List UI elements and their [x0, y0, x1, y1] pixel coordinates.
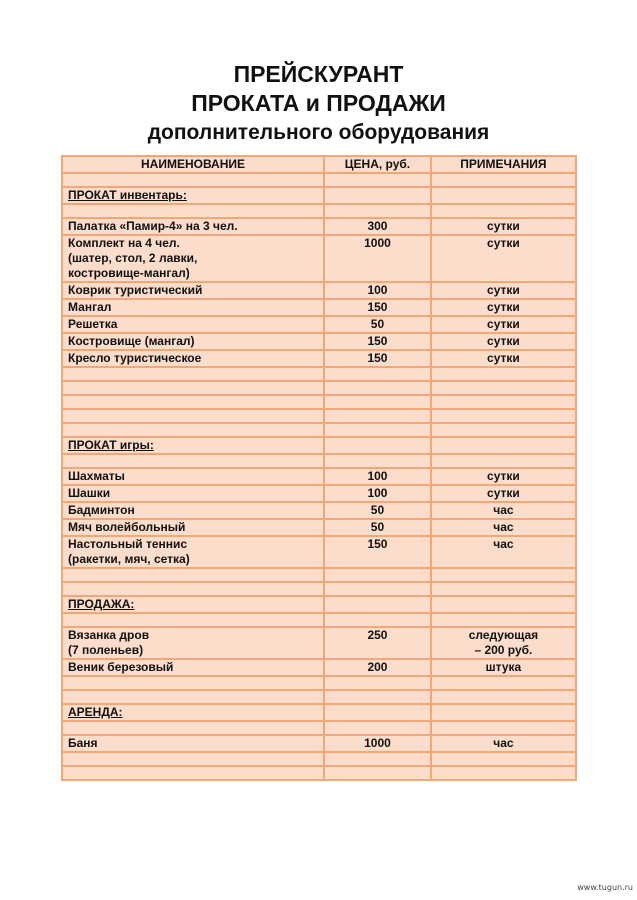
- cell-price: 150: [325, 334, 430, 349]
- cell-notes: [432, 424, 575, 436]
- cell-price: 250: [325, 628, 430, 658]
- cell-notes: [432, 583, 575, 595]
- table-row: [63, 334, 575, 349]
- table-row: [63, 705, 575, 720]
- cell-price: [325, 767, 430, 779]
- cell-name: ПРОДАЖА:: [63, 597, 323, 612]
- cell-name: [63, 368, 323, 380]
- cell-name: Мангал: [63, 300, 323, 315]
- cell-notes: [432, 705, 575, 720]
- cell-notes: [432, 569, 575, 581]
- cell-price: 100: [325, 486, 430, 501]
- cell-notes: [432, 368, 575, 380]
- cell-name: [63, 583, 323, 595]
- cell-name: [63, 753, 323, 765]
- cell-name: [63, 569, 323, 581]
- table-row: [63, 753, 575, 765]
- cell-name: [63, 722, 323, 734]
- table-row: [63, 205, 575, 217]
- cell-price: [325, 410, 430, 422]
- table-row: [63, 691, 575, 703]
- cell-price: 1000: [325, 736, 430, 751]
- table-row: [63, 438, 575, 453]
- cell-price: [325, 438, 430, 453]
- cell-notes: [432, 455, 575, 467]
- cell-price: [325, 569, 430, 581]
- cell-notes: [432, 677, 575, 689]
- table-row: [63, 583, 575, 595]
- cell-name: Шашки: [63, 486, 323, 501]
- watermark: www.tugun.ru: [577, 883, 633, 892]
- cell-name: [63, 424, 323, 436]
- table-row: [63, 660, 575, 675]
- cell-notes: [432, 691, 575, 703]
- cell-name: [63, 174, 323, 186]
- cell-price: 150: [325, 351, 430, 366]
- cell-name: Комплект на 4 чел. (шатер, стол, 2 лавки, костровище-мангал): [63, 236, 323, 281]
- table-row: [63, 317, 575, 332]
- cell-price: [325, 722, 430, 734]
- cell-notes: [432, 396, 575, 408]
- cell-name: [63, 205, 323, 217]
- table-row: [63, 767, 575, 779]
- cell-price: [325, 382, 430, 394]
- cell-notes: следующая – 200 руб.: [432, 628, 575, 658]
- cell-price: [325, 597, 430, 612]
- price-table-body: [63, 157, 575, 779]
- table-row: [63, 455, 575, 467]
- cell-notes: [432, 722, 575, 734]
- table-row: [63, 424, 575, 436]
- cell-notes: [432, 438, 575, 453]
- cell-price: [325, 396, 430, 408]
- cell-price: [325, 691, 430, 703]
- cell-price: 50: [325, 520, 430, 535]
- cell-notes: сутки: [432, 317, 575, 332]
- cell-price: 50: [325, 503, 430, 518]
- cell-price: 100: [325, 283, 430, 298]
- table-row: [63, 469, 575, 484]
- table-row: [63, 396, 575, 408]
- cell-price: 1000: [325, 236, 430, 281]
- cell-name: Шахматы: [63, 469, 323, 484]
- cell-name: Веник березовый: [63, 660, 323, 675]
- header-name: НАИМЕНОВАНИЕ: [63, 157, 323, 172]
- cell-name: ПРОКАТ инвентарь:: [63, 188, 323, 203]
- table-row: [63, 382, 575, 394]
- cell-price: [325, 368, 430, 380]
- title-line-2: ПРОКАТА и ПРОДАЖИ: [191, 90, 446, 116]
- cell-notes: [432, 597, 575, 612]
- table-row: [63, 503, 575, 518]
- cell-price: [325, 424, 430, 436]
- cell-name: Палатка «Памир-4» на 3 чел.: [63, 219, 323, 234]
- header-notes: ПРИМЕЧАНИЯ: [432, 157, 575, 172]
- cell-name: Баня: [63, 736, 323, 751]
- table-row: [63, 736, 575, 751]
- cell-price: 50: [325, 317, 430, 332]
- cell-name: Коврик туристический: [63, 283, 323, 298]
- cell-price: [325, 677, 430, 689]
- cell-name: [63, 767, 323, 779]
- cell-name: Бадминтон: [63, 503, 323, 518]
- table-row: [63, 677, 575, 689]
- cell-notes: [432, 174, 575, 186]
- table-row: [63, 410, 575, 422]
- cell-price: 100: [325, 469, 430, 484]
- table-row: [63, 368, 575, 380]
- cell-name: Кресло туристическое: [63, 351, 323, 366]
- cell-name: [63, 614, 323, 626]
- cell-notes: сутки: [432, 486, 575, 501]
- cell-notes: штука: [432, 660, 575, 675]
- cell-name: Настольный теннис (ракетки, мяч, сетка): [63, 537, 323, 567]
- cell-notes: [432, 410, 575, 422]
- cell-name: Вязанка дров (7 поленьев): [63, 628, 323, 658]
- cell-notes: [432, 205, 575, 217]
- cell-notes: час: [432, 537, 575, 567]
- table-header-row: [63, 157, 575, 172]
- cell-notes: [432, 753, 575, 765]
- cell-name: [63, 677, 323, 689]
- table-row: [63, 188, 575, 203]
- table-row: [63, 174, 575, 186]
- cell-price: 150: [325, 300, 430, 315]
- cell-notes: час: [432, 503, 575, 518]
- cell-notes: сутки: [432, 334, 575, 349]
- cell-price: [325, 583, 430, 595]
- table-row: [63, 219, 575, 234]
- table-row: [63, 614, 575, 626]
- table-row: [63, 628, 575, 658]
- table-row: [63, 569, 575, 581]
- cell-notes: сутки: [432, 300, 575, 315]
- cell-name: [63, 396, 323, 408]
- cell-notes: час: [432, 520, 575, 535]
- title-line-3: дополнительного оборудования: [147, 121, 490, 144]
- header-price: ЦЕНА, руб.: [325, 157, 430, 172]
- cell-name: ПРОКАТ игры:: [63, 438, 323, 453]
- cell-notes: [432, 614, 575, 626]
- cell-notes: [432, 188, 575, 203]
- cell-notes: час: [432, 736, 575, 751]
- document-title: [0, 60, 637, 147]
- cell-price: [325, 705, 430, 720]
- cell-price: 300: [325, 219, 430, 234]
- table-row: [63, 283, 575, 298]
- cell-name: Решетка: [63, 317, 323, 332]
- table-row: [63, 486, 575, 501]
- cell-name: Мяч волейбольный: [63, 520, 323, 535]
- cell-name: [63, 410, 323, 422]
- cell-price: [325, 174, 430, 186]
- cell-notes: сутки: [432, 236, 575, 281]
- table-row: [63, 300, 575, 315]
- cell-price: [325, 614, 430, 626]
- table-row: [63, 520, 575, 535]
- cell-notes: [432, 767, 575, 779]
- table-row: [63, 597, 575, 612]
- title-line-1: ПРЕЙСКУРАНТ: [233, 61, 404, 87]
- cell-price: [325, 753, 430, 765]
- table-row: [63, 236, 575, 281]
- cell-price: [325, 188, 430, 203]
- cell-price: [325, 205, 430, 217]
- cell-notes: сутки: [432, 283, 575, 298]
- table-row: [63, 722, 575, 734]
- cell-name: [63, 382, 323, 394]
- cell-price: [325, 455, 430, 467]
- price-table: [61, 155, 577, 781]
- cell-name: [63, 455, 323, 467]
- table-row: [63, 537, 575, 567]
- cell-name: АРЕНДА:: [63, 705, 323, 720]
- cell-price: 200: [325, 660, 430, 675]
- cell-name: [63, 691, 323, 703]
- cell-notes: сутки: [432, 219, 575, 234]
- cell-notes: сутки: [432, 469, 575, 484]
- table-row: [63, 351, 575, 366]
- cell-name: Костровище (мангал): [63, 334, 323, 349]
- cell-notes: сутки: [432, 351, 575, 366]
- cell-price: 150: [325, 537, 430, 567]
- cell-notes: [432, 382, 575, 394]
